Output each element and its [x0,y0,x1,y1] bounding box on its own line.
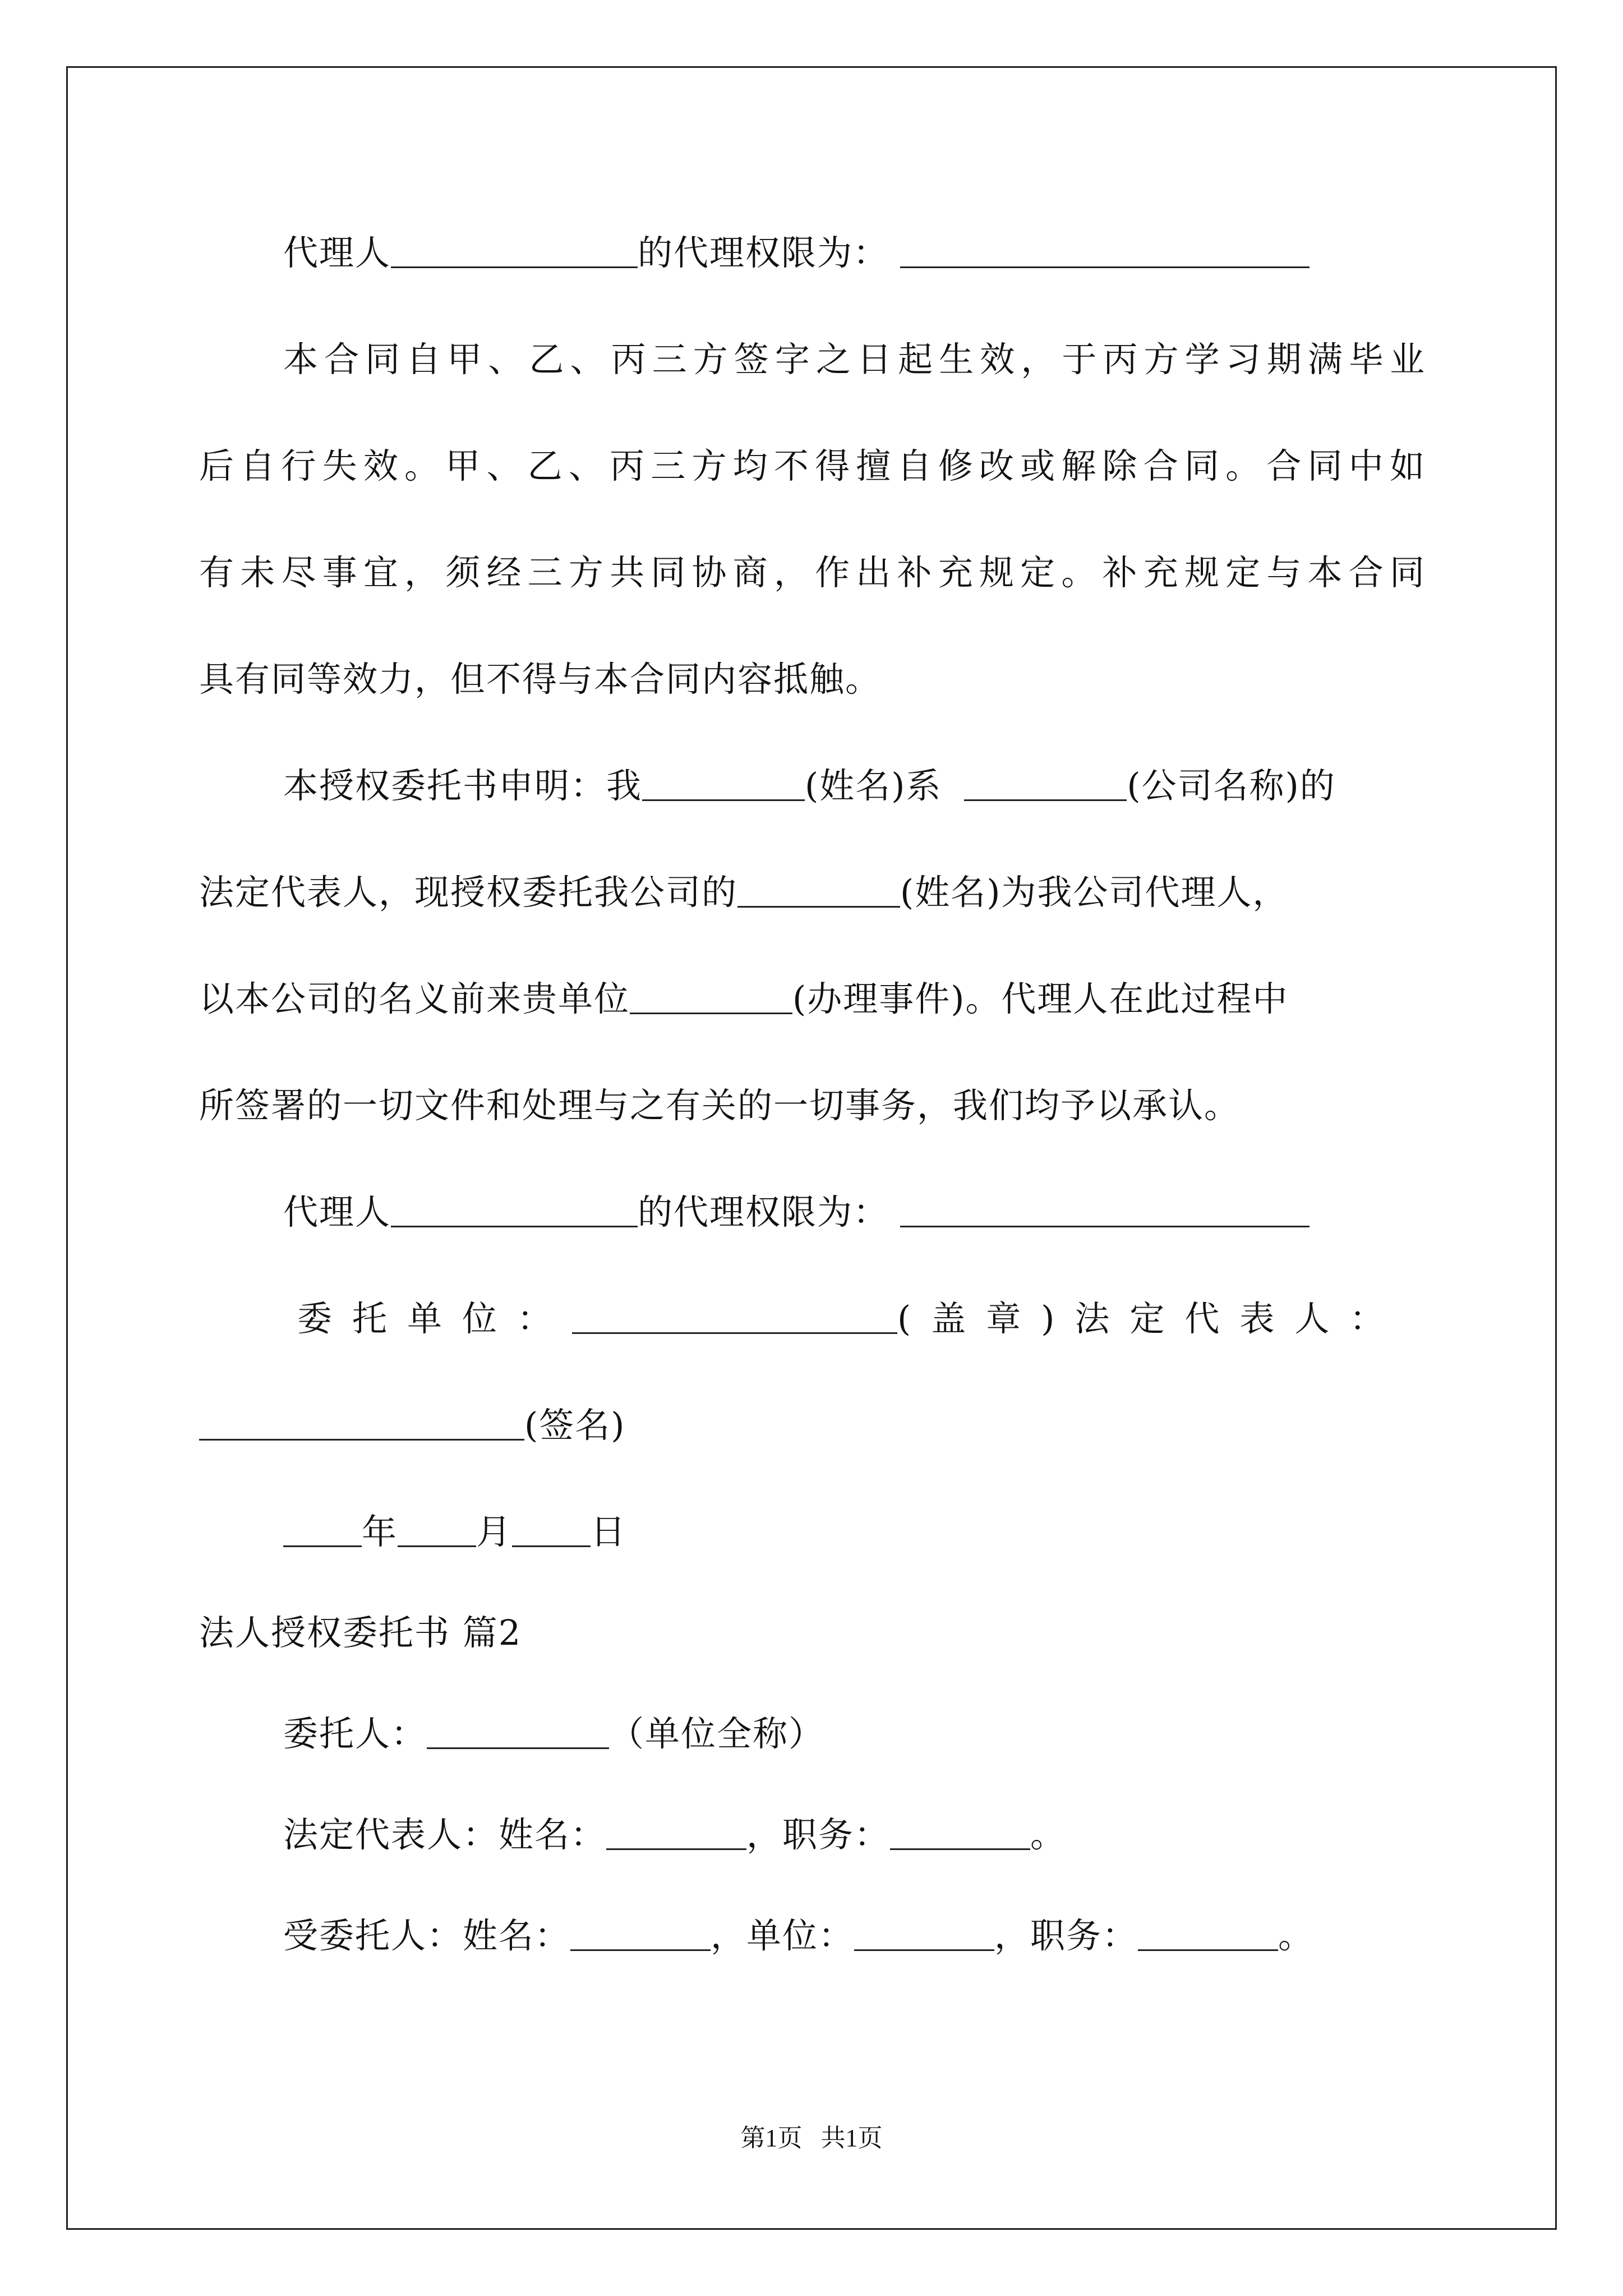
position-blank [1138,1921,1278,1951]
agent-name-blank [391,1198,638,1227]
statement-text: (办理事件)。代理人在此过程中 [792,978,1289,1019]
legal-rep-name-blank [606,1820,746,1850]
statement-line-1 [199,765,1424,806]
entrusting-unit-blank [572,1304,897,1334]
period: 。 [1030,1814,1067,1855]
agent-label: 代理人 [283,232,391,273]
agent-authority-line-2 [199,1191,1424,1232]
agent-name-label: 受委托人：姓名： [283,1915,571,1956]
position-label: ，职务： [746,1814,891,1855]
authority-label: 的代理权限为： [638,232,889,273]
period: 。 [1278,1915,1315,1956]
signature-blank [199,1411,524,1441]
legal-rep-name-label: 法定代表人：姓名： [283,1814,607,1855]
name-blank [642,771,805,801]
statement-text: 本授权委托书申明：我 [283,765,643,806]
legal-rep-label: (盖章)法定代表人： [897,1298,1405,1339]
page-border [66,66,1557,2230]
principal-label: 委托人： [283,1713,427,1754]
position-label: ，职务： [994,1915,1138,1956]
page-footer: 第1页 共1页 [740,2124,883,2152]
agent-authority-line-1 [199,232,1424,273]
contract-para-line-4: 具有同等效力，但不得与本合同内容抵触。 [199,659,882,700]
section-heading: 法人授权委托书 篇2 [199,1612,522,1653]
statement-text: 法定代表人，现授权委托我公司的 [199,872,738,913]
principal-line [199,1713,1424,1754]
position-blank [890,1820,1030,1850]
company-name-label: (公司名称)的 [1127,765,1336,806]
agent-details-line [199,1915,1424,1956]
agent-name-blank [737,878,900,908]
authority-label: 的代理权限为： [638,1191,889,1232]
signature-line [199,1405,1424,1446]
company-name-blank [964,771,1127,801]
agent-name-blank [570,1921,711,1951]
agent-label: 代理人 [283,1191,391,1232]
entrusting-unit-line [199,1298,1424,1339]
unit-label: ，单位： [711,1915,855,1956]
unit-blank [854,1921,994,1951]
matter-blank [630,984,792,1014]
statement-line-3 [199,978,1424,1019]
contract-para-line-2: 后自行失效。甲、乙、丙三方均不得擅自修改或解除合同。合同中如 [199,445,1424,486]
date-line [199,1511,1424,1552]
day-blank [512,1517,591,1547]
statement-text: (姓名)为我公司代理人， [900,872,1289,913]
month-label: 月 [476,1511,513,1552]
unit-fullname-label: （单位全称） [609,1713,825,1754]
entrusting-unit-label: 委托单位： [297,1298,573,1339]
agent-name-blank [391,238,638,268]
statement-line-2 [199,872,1424,913]
authority-blank [900,1198,1310,1227]
authority-blank [900,238,1310,268]
statement-text: 以本公司的名义前来贵单位 [199,978,630,1019]
statement-line-4: 所签署的一切文件和处理与之有关的一切事务，我们均予以承认。 [199,1085,1241,1126]
contract-para-line-3: 有未尽事宜，须经三方共同协商，作出补充规定。补充规定与本合同 [199,552,1424,593]
day-label: 日 [591,1511,627,1552]
year-blank [283,1517,362,1547]
year-label: 年 [362,1511,398,1552]
contract-para-line-1: 本合同自甲、乙、丙三方签字之日起生效，于丙方学习期满毕业 [283,339,1424,380]
signature-label: (签名) [524,1405,626,1446]
legal-rep-line [199,1814,1424,1855]
month-blank [398,1517,476,1547]
principal-blank [427,1719,609,1749]
name-label: (姓名)系 [805,765,942,806]
